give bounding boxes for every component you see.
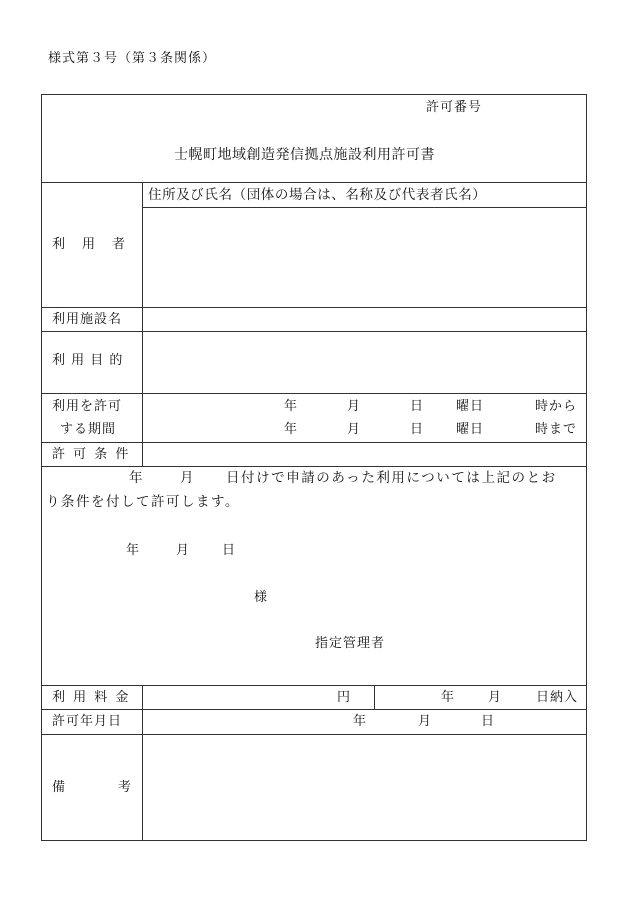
issue-date-day: 日: [222, 543, 236, 558]
period-from-time: 時から: [535, 399, 578, 414]
column-divider: [142, 685, 143, 841]
user-label: 利 用 者: [52, 237, 128, 252]
period-from-day: 日: [410, 399, 424, 414]
addressee-honorific: 様: [254, 590, 268, 605]
period-label-line2: する期間: [60, 422, 117, 437]
period-label-line1: 利用を許可: [52, 399, 123, 414]
address-name-label: 住所及び氏名（団体の場合は、名称及び代表者氏名）: [148, 187, 487, 203]
period-to-month: 月: [347, 422, 361, 437]
permit-date-year: 年: [353, 714, 367, 729]
column-divider: [374, 685, 375, 709]
period-to-time: 時まで: [535, 422, 578, 437]
statement-line2: り条件を付して許可します。: [46, 494, 240, 510]
fee-yen: 円: [337, 690, 351, 705]
divider: [41, 182, 587, 183]
facility-field[interactable]: [150, 312, 582, 330]
permit-date-month: 月: [418, 714, 432, 729]
divider: [41, 685, 587, 686]
fee-paid-date: 日納入: [536, 690, 579, 705]
remarks-field[interactable]: [150, 740, 582, 836]
permit-date-label: 許可年月日: [52, 714, 123, 729]
purpose-field[interactable]: [150, 336, 582, 388]
purpose-label: 利 用 目 的: [52, 353, 124, 368]
divider: [41, 466, 587, 467]
fee-label: 利 用 料 金: [52, 690, 131, 705]
fee-month: 月: [488, 690, 502, 705]
divider: [41, 442, 587, 443]
conditions-field[interactable]: [150, 447, 582, 465]
period-from-weekday: 曜日: [456, 399, 485, 414]
period-to-day: 日: [410, 422, 424, 437]
conditions-label: 許 可 条 件: [52, 447, 131, 462]
period-from-month: 月: [347, 399, 361, 414]
document-title: 士幌町地域創造発信拠点施設利用許可書: [174, 147, 435, 163]
column-divider: [142, 182, 143, 466]
divider: [41, 734, 587, 735]
issue-date-year: 年: [126, 543, 140, 558]
divider: [41, 393, 587, 394]
divider: [41, 307, 587, 308]
statement-month: 月: [180, 470, 194, 486]
remarks-label-1: 備: [52, 780, 66, 795]
user-field[interactable]: [150, 214, 582, 302]
fee-year: 年: [441, 690, 455, 705]
period-to-weekday: 曜日: [456, 422, 485, 437]
period-from-year: 年: [284, 399, 298, 414]
issue-date-month: 月: [176, 543, 190, 558]
permit-number-label: 許可番号: [426, 100, 483, 115]
permit-date-day: 日: [481, 714, 495, 729]
statement-year: 年: [129, 470, 143, 486]
divider: [142, 207, 587, 208]
period-to-year: 年: [284, 422, 298, 437]
facility-label: 利用施設名: [52, 312, 123, 327]
form-number-label: 様式第３号（第３条関係）: [48, 51, 217, 66]
remarks-label-2: 考: [118, 780, 132, 795]
divider: [41, 709, 587, 710]
designated-manager-label: 指定管理者: [315, 636, 386, 651]
divider: [41, 331, 587, 332]
statement-line1: 日付けで申請のあった利用については上記のとお: [226, 470, 557, 486]
